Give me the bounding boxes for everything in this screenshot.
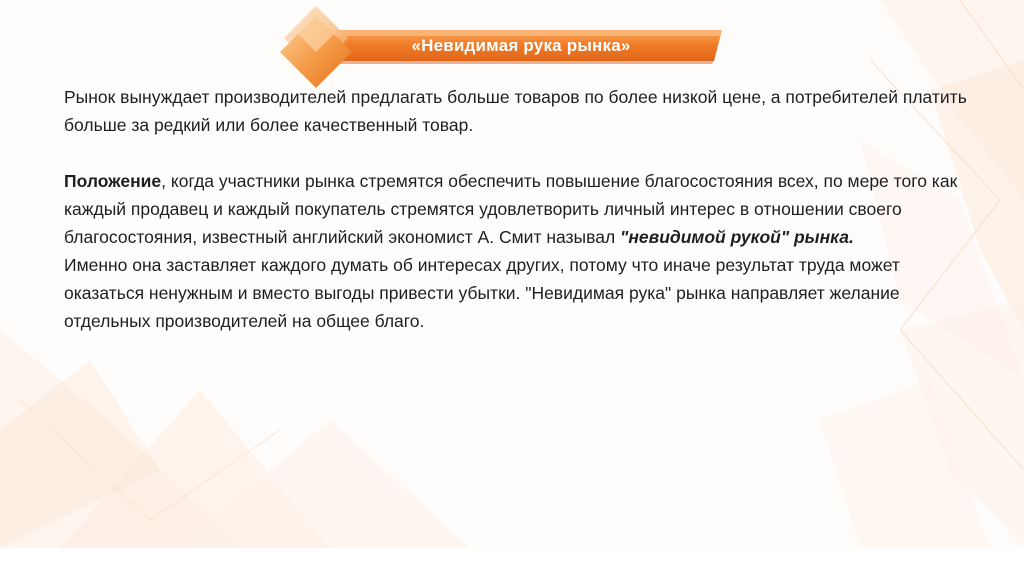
emphasis-invisible-hand: "невидимой рукой" рынка.: [620, 227, 854, 247]
paragraph-common-good: Именно она заставляет каждого думать об интересах других, потому что иначе результат труда может оказаться ненужным и вместо выгоды привести убытки. "Невидимая рука" рынка направляет желание отдельных производителей на общее благо.: [64, 255, 900, 331]
content-body: [64, 83, 984, 335]
term-polozhenie: Положение: [64, 171, 162, 191]
paragraph-market: Рынок вынуждает производителей предлагать больше товаров по более низкой цене, а потребителей платить больше за редкий или более качественный товар.: [64, 87, 967, 135]
paragraph-gap: [64, 139, 984, 167]
slide-title: «Невидимая рука рынка»: [411, 36, 631, 55]
paragraph-invisible-hand-text: , когда участники рынка стремятся обеспечить повышение благосостояния всех, по мере того как каждый продавец и каждый покупатель стремятся удовлетворить личный интерес в отношении своего благосостояния, известный английский экономист А. Смит называл: [64, 171, 958, 247]
bottom-strip: [0, 548, 1024, 574]
paragraph-invisible-hand: [64, 167, 984, 251]
